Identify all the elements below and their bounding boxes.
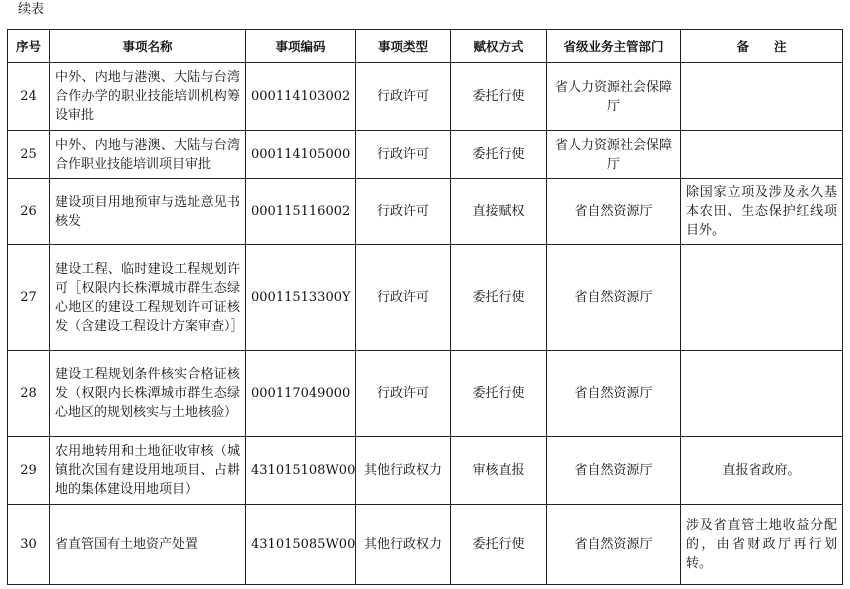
cell-dept: 省自然资源厅	[547, 245, 681, 351]
table-row	[8, 179, 843, 245]
cell-method: 审核直报	[451, 437, 547, 505]
col-header-code: 事项编码	[246, 30, 356, 63]
cell-no: 26	[8, 179, 50, 245]
cell-type: 行政许可	[356, 245, 451, 351]
cell-dept: 省自然资源厅	[547, 505, 681, 585]
cell-method: 委托行使	[451, 351, 547, 437]
cell-type: 其他行政权力	[356, 437, 451, 505]
col-header-note: 备 注	[681, 30, 843, 63]
cell-dept: 省自然资源厅	[547, 351, 681, 437]
cell-type: 行政许可	[356, 131, 451, 179]
cell-type: 行政许可	[356, 351, 451, 437]
table-row	[8, 505, 843, 585]
cell-code: 431015085W00	[246, 505, 356, 585]
cell-code: 431015108W00	[246, 437, 356, 505]
cell-type: 行政许可	[356, 63, 451, 131]
cell-code: 000114105000	[246, 131, 356, 179]
cell-code: 000114103002	[246, 63, 356, 131]
table-row	[8, 351, 843, 437]
cell-note	[681, 245, 843, 351]
cell-method: 委托行使	[451, 131, 547, 179]
header-row	[8, 30, 843, 63]
cell-no: 25	[8, 131, 50, 179]
table-row	[8, 131, 843, 179]
cell-name: 中外、内地与港澳、大陆与台湾合作职业技能培训项目审批	[50, 131, 246, 179]
cell-no: 27	[8, 245, 50, 351]
cell-name: 建设工程、临时建设工程规划许可［权限内长株潭城市群生态绿心地区的建设工程规划许可证核发（含建设工程设计方案审查）］	[50, 245, 246, 351]
items-table	[7, 29, 843, 585]
cell-dept: 省人力资源社会保障厅	[547, 131, 681, 179]
cell-note	[681, 131, 843, 179]
table-row	[8, 437, 843, 505]
cell-method: 委托行使	[451, 505, 547, 585]
col-header-no: 序号	[8, 30, 50, 63]
col-header-method: 赋权方式	[451, 30, 547, 63]
table-row	[8, 63, 843, 131]
cell-method: 直接赋权	[451, 179, 547, 245]
cell-no: 28	[8, 351, 50, 437]
continued-caption: 续表	[18, 2, 45, 17]
cell-no: 24	[8, 63, 50, 131]
cell-note: 涉及省直管土地收益分配的，由省财政厅再行划转。	[681, 505, 843, 585]
cell-no: 29	[8, 437, 50, 505]
cell-name: 农用地转用和土地征收审核（城镇批次国有建设用地项目、占耕地的集体建设用地项目）	[50, 437, 246, 505]
cell-code: 000115116002	[246, 179, 356, 245]
cell-note	[681, 351, 843, 437]
cell-name: 建设项目用地预审与选址意见书核发	[50, 179, 246, 245]
table-row	[8, 245, 843, 351]
cell-note	[681, 63, 843, 131]
cell-note: 直报省政府。	[681, 437, 843, 505]
cell-name: 建设工程规划条件核实合格证核发（权限内长株潭城市群生态绿心地区的规划核实与土地核验）	[50, 351, 246, 437]
col-header-dept: 省级业务主管部门	[547, 30, 681, 63]
cell-method: 委托行使	[451, 63, 547, 131]
cell-type: 行政许可	[356, 179, 451, 245]
cell-name: 省直管国有土地资产处置	[50, 505, 246, 585]
cell-code: 000117049000	[246, 351, 356, 437]
cell-name: 中外、内地与港澳、大陆与台湾合作办学的职业技能培训机构筹设审批	[50, 63, 246, 131]
cell-dept: 省人力资源社会保障厅	[547, 63, 681, 131]
cell-code: 00011513300Y	[246, 245, 356, 351]
cell-dept: 省自然资源厅	[547, 437, 681, 505]
cell-type: 其他行政权力	[356, 505, 451, 585]
cell-note: 除国家立项及涉及永久基本农田、生态保护红线项目外。	[681, 179, 843, 245]
cell-no: 30	[8, 505, 50, 585]
cell-dept: 省自然资源厅	[547, 179, 681, 245]
col-header-name: 事项名称	[50, 30, 246, 63]
col-header-type: 事项类型	[356, 30, 451, 63]
cell-method: 委托行使	[451, 245, 547, 351]
